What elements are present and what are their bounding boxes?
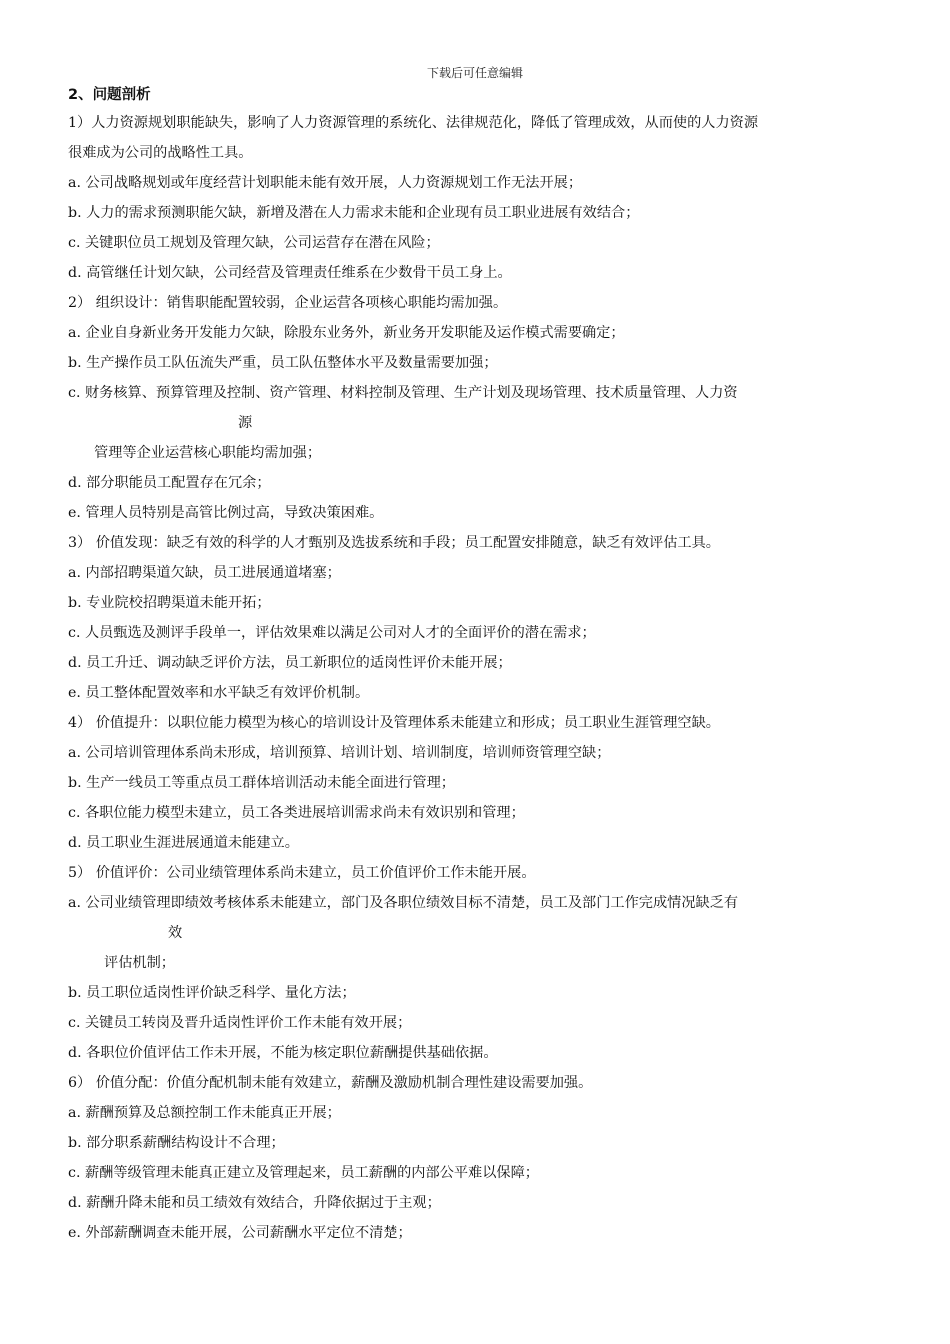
list-item: a. 公司业绩管理即绩效考核体系未能建立，部门及各职位绩效目标不清楚，员工及部门工作完成情况缺乏有 [68, 895, 739, 911]
list-item: b. 生产一线员工等重点员工群体培训活动未能全面进行管理； [68, 775, 455, 791]
list-item: b. 专业院校招聘渠道未能开拓； [68, 595, 271, 611]
paragraph-6: 6） 价值分配：价值分配机制未能有效建立，薪酬及激励机制合理性建设需要加强。 [68, 1075, 593, 1091]
list-item-wrap: 源 [238, 415, 253, 431]
list-item: d. 各职位价值评估工作未开展，不能为核定职位薪酬提供基础依据。 [68, 1045, 498, 1061]
list-item: d. 薪酬升降未能和员工绩效有效结合，升降依据过于主观； [68, 1195, 441, 1211]
list-item: b. 部分职系薪酬结构设计不合理； [68, 1135, 285, 1151]
document-body [68, 82, 888, 1248]
list-item: e. 外部薪酬调查未能开展，公司薪酬水平定位不清楚； [68, 1225, 412, 1241]
list-item: a. 企业自身新业务开发能力欠缺，除股东业务外，新业务开发职能及运作模式需要确定； [68, 325, 625, 341]
list-item: e. 管理人员特别是高管比例过高，导致决策困难。 [68, 505, 384, 521]
list-item: c. 财务核算、预算管理及控制、资产管理、材料控制及管理、生产计划及现场管理、技术质量管理、人力资 [68, 385, 738, 401]
list-item: d. 员工职业生涯进展通道未能建立。 [68, 835, 299, 851]
list-item: e. 员工整体配置效率和水平缺乏有效评价机制。 [68, 685, 370, 701]
list-item-cont: 管理等企业运营核心职能均需加强； [94, 445, 322, 461]
paragraph-1: 1）人力资源规划职能缺失，影响了人力资源管理的系统化、法律规范化，降低了管理成效，从而使的人力资源 [68, 115, 759, 131]
list-item: b. 员工职位适岗性评价缺乏科学、量化方法； [68, 985, 356, 1001]
paragraph-2: 2） 组织设计：销售职能配置较弱，企业运营各项核心职能均需加强。 [68, 295, 508, 311]
header-note: 下载后可任意编辑 [426, 66, 523, 80]
paragraph-3: 3） 价值发现：缺乏有效的科学的人才甄别及选拔系统和手段；员工配置安排随意，缺乏有效评估工具。 [68, 535, 720, 551]
list-item: d. 员工升迁、调动缺乏评价方法，员工新职位的适岗性评价未能开展； [68, 655, 512, 671]
list-item: c. 关键员工转岗及晋升适岗性评价工作未能有效开展； [68, 1015, 412, 1031]
list-item: c. 薪酬等级管理未能真正建立及管理起来，员工薪酬的内部公平难以保障； [68, 1165, 539, 1181]
list-item: d. 高管继任计划欠缺，公司经营及管理责任维系在少数骨干员工身上。 [68, 265, 512, 281]
list-item: b. 生产操作员工队伍流失严重，员工队伍整体水平及数量需要加强； [68, 355, 498, 371]
section-heading: 2、问题剖析 [68, 87, 151, 103]
list-item: a. 薪酬预算及总额控制工作未能真正开展； [68, 1105, 341, 1121]
list-item-wrap: 效 [168, 925, 183, 941]
list-item: a. 公司培训管理体系尚未形成，培训预算、培训计划、培训制度，培训师资管理空缺； [68, 745, 611, 761]
list-item-cont: 评估机制； [104, 955, 175, 971]
list-item: c. 关键职位员工规划及管理欠缺，公司运营存在潜在风险； [68, 235, 440, 251]
list-item: c. 各职位能力模型未建立，员工各类进展培训需求尚未有效识别和管理； [68, 805, 525, 821]
list-item: d. 部分职能员工配置存在冗余； [68, 475, 271, 491]
paragraph-1-cont: 很难成为公司的战略性工具。 [68, 145, 253, 161]
list-item: b. 人力的需求预测职能欠缺，新增及潜在人力需求未能和企业现有员工职业进展有效结合； [68, 205, 640, 221]
paragraph-4: 4） 价值提升：以职位能力模型为核心的培训设计及管理体系未能建立和形成；员工职业生涯管理空缺。 [68, 715, 720, 731]
list-item: c. 人员甄选及测评手段单一，评估效果难以满足公司对人才的全面评价的潜在需求； [68, 625, 596, 641]
list-item: a. 内部招聘渠道欠缺，员工进展通道堵塞； [68, 565, 341, 581]
paragraph-5: 5） 价值评价：公司业绩管理体系尚未建立，员工价值评价工作未能开展。 [68, 865, 536, 881]
list-item: a. 公司战略规划或年度经营计划职能未能有效开展，人力资源规划工作无法开展； [68, 175, 583, 191]
